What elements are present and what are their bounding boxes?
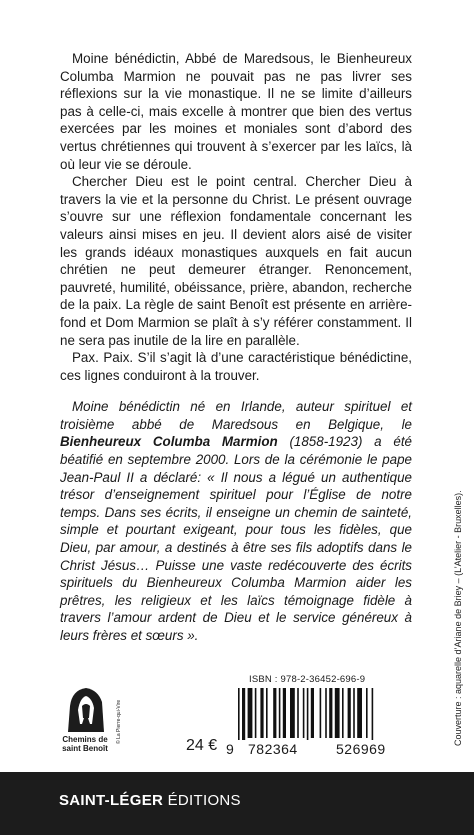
summary-paragraph-1: Moine bénédictin, Abbé de Maredsous, le Bienheureux Columba Marmion ne pouvait pas ne pas livrer ses réflexions sur la vie monastique. Il ne se limite d’ailleurs pas à celle-ci, mais excelle à montrer que bien des vertus exercées par les moines et moniales sont d’abord des vertus chrétiennes qui trouvent à s’exercer par les laïcs, là où leur vie se déroule. [60,51,412,172]
barcode-bar [279,688,281,738]
barcode-bar [329,688,332,738]
barcode-bar [303,688,305,738]
barcode-bar [297,688,299,738]
publisher-name [59,792,241,809]
barcode-bar [353,688,355,738]
isbn: ISBN : 978-2-36452-696-9 [249,674,366,685]
monk-icon [58,684,118,734]
publisher-name-normal: ÉDITIONS [163,792,241,809]
barcode-left-group: 782364 [248,741,298,757]
author-name: Bienheureux Columba Marmion [60,434,278,450]
price: 24 € [186,737,218,754]
barcode-bar [283,688,286,738]
barcode-bar [325,688,327,738]
bio-intro: Moine bénédictin né en Irlande, auteur spirituel et troisième abbé de Maredsous en Belgique, le [60,399,412,432]
barcode-right-group: 526969 [336,741,386,757]
back-cover-text [60,50,412,645]
barcode-bar [348,688,351,738]
barcode-bar [311,688,314,738]
barcode-bar [248,688,253,738]
cover-credit: Couverture : aquarelle d’Ariane de Briey – (L’Atelier - Bruxelles). [453,490,463,746]
barcode-bar [266,688,268,738]
barcode-bar [372,688,374,740]
barcode-bar [290,688,295,738]
barcode-bar [335,688,340,738]
collection-name-line1: Chemins de [62,735,108,744]
barcode-bar [238,688,240,740]
publisher-band [0,772,474,835]
summary-paragraph-3: Pax. Paix. S’il s’agit là d’une caractéristique bénédictine, ces lignes conduiront à la trouver. [60,350,412,383]
barcode-bar [260,688,263,738]
barcode-bar [273,688,276,738]
barcode-first-digit: 9 [226,741,235,757]
barcode-bar [320,688,322,738]
barcode-bar [242,688,245,740]
barcode-bar [255,688,257,738]
barcode-bar [307,688,309,740]
logo-copyright: © La Pierre-qui-Vire [116,699,122,744]
publisher-name-bold: SAINT-LÉGER [59,792,164,809]
collection-name [58,735,112,753]
author-bio [60,398,412,644]
bio-rest: (1858-1923) a été béatifié en septembre 2000. Lors de la cérémonie le pape Jean-Paul II a déclaré: « Il nous a légué un authentique trésor d’enseignement spirituel pour l’Église de notre temps. Dans ses écrits, il enseigne un chemin de sainteté, simple et pourtant exigeant, pour tous les fidèles, que Dieu, par amour, a destinés à être ses fils adoptifs dans le Christ Jésus… Puisse une vaste redécouverte des écrits spirituels du Bienheureux Columba Marmion aider les prêtres, les religieux et les laïcs témoignage fidèle à travers l’amour ardent de Dieu et le service généreux à leurs frères et sœurs ». [60,434,412,643]
barcode-bars [236,688,414,740]
barcode-bar [357,688,362,738]
barcode-bar [342,688,344,738]
barcode-bar [366,688,368,738]
collection-name-line2: saint Benoît [62,744,108,753]
summary-paragraph-2: Chercher Dieu est le point central. Chercher Dieu à travers la vie et la personne du Christ. Le présent ouvrage s’ouvre sur une réflexion fondamentale concernant les valeurs ainsi mises en jeu. Il devient alors aisé de visiter les grands idéaux monastiques auxquels en fait aucun chrétien ne peut demeurer étranger. Renoncement, pauvreté, humilité, obéissance, prière, abandon, recherche de la paix. La règle de saint Benoît est présente en arrière-fond et Dom Marmion se plaît à s’y référer constamment. Il ne sera pas inutile de la lire en parallèle. [60,174,412,348]
